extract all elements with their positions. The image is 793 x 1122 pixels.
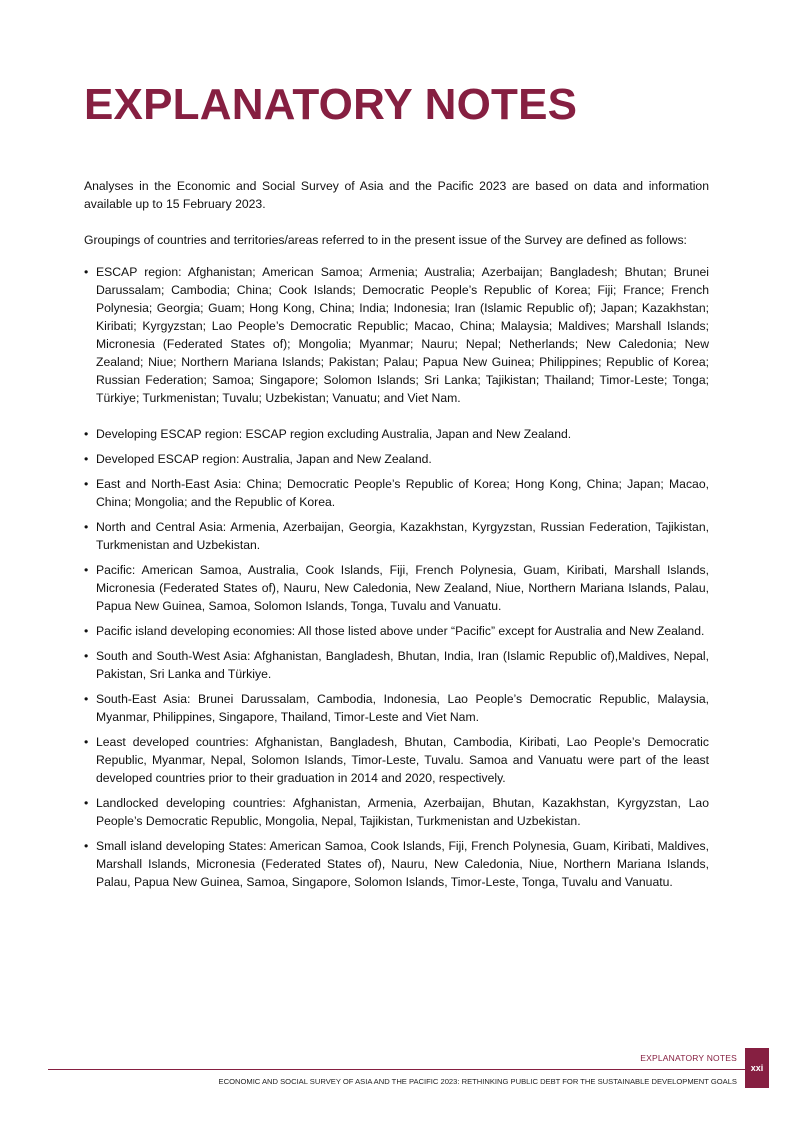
groupings-list	[84, 263, 709, 891]
list-item	[84, 263, 709, 407]
footer-report-title: ECONOMIC AND SOCIAL SURVEY OF ASIA AND THE PACIFIC 2023: RETHINKING PUBLIC DEBT FOR THE SUSTAINABLE DEVELOPMENT GOALS	[218, 1077, 737, 1086]
list-item-text: Developing ESCAP region: ESCAP region excluding Australia, Japan and New Zealand.	[96, 427, 572, 441]
bullet-icon: •	[84, 265, 89, 279]
list-item	[84, 837, 709, 891]
bullet-icon: •	[84, 692, 89, 706]
bullet-icon: •	[84, 796, 89, 810]
bullet-icon: •	[84, 427, 89, 441]
bullet-icon: •	[84, 520, 89, 534]
page-number: xxi	[745, 1048, 769, 1088]
list-item-text: Small island developing States: American Samoa, Cook Islands, Fiji, French Polynesia, Guam, Kiribati, Maldives, Marshall Islands, Micronesia (Federated States of), Nauru, New Caledonia, Niue, Northern Mariana Islands, Palau, Papua New Guinea, Samoa, Singapore, Solomon Islands, Timor-Leste, Tonga, Tuvalu and Vanuatu.	[96, 839, 709, 889]
bullet-icon: •	[84, 839, 89, 853]
list-item-text: East and North-East Asia: China; Democratic People’s Republic of Korea; Hong Kong, China; Japan; Macao, China; Mongolia; and the Republic of Korea.	[96, 477, 709, 509]
page-title: EXPLANATORY NOTES	[84, 80, 578, 129]
list-item	[84, 475, 709, 511]
footer-divider	[48, 1069, 748, 1070]
list-item-text: Least developed countries: Afghanistan, Bangladesh, Bhutan, Cambodia, Kiribati, Lao People’s Democratic Republic, Myanmar, Nepal, Solomon Islands, Timor-Leste, Tuvalu. Samoa and Vanuatu were part of the least developed countries prior to their graduation in 2014 and 2020, respectively.	[96, 735, 709, 785]
list-item-text: North and Central Asia: Armenia, Azerbaijan, Georgia, Kazakhstan, Kyrgyzstan, Russian Federation, Tajikistan, Turkmenistan and Uzbekistan.	[96, 520, 709, 552]
bullet-icon: •	[84, 563, 89, 577]
bullet-icon: •	[84, 624, 89, 638]
intro-paragraph: Analyses in the Economic and Social Survey of Asia and the Pacific 2023 are based on data and information available up to 15 February 2023.	[84, 179, 709, 211]
bullet-icon: •	[84, 452, 89, 466]
list-item-text: ESCAP region: Afghanistan; American Samoa; Armenia; Australia; Azerbaijan; Bangladesh; Bhutan; Brunei Darussalam; Cambodia; China; Cook Islands; Democratic People’s Republic of Korea; Fiji; France; French Polynesia; Georgia; Guam; Hong Kong, China; India; Indonesia; Iran (Islamic Republic of); Japan; Kazakhstan; Kiribati; Kyrgyzstan; Lao People’s Democratic Republic; Macao, China; Malaysia; Maldives; Marshall Islands; Micronesia (Federated States of); Mongolia; Myanmar; Nauru; Nepal; Netherlands; New Caledonia; New Zealand; Niue; Northern Mariana Islands; Pakistan; Palau; Papua New Guinea; Philippines; Republic of Korea; Russian Federation; Samoa; Singapore; Solomon Islands; Sri Lanka; Tajikistan; Thailand; Timor-Leste; Tonga; Türkiye; Turkmenistan; Tuvalu; Uzbekistan; Vanuatu; and Viet Nam.	[96, 265, 709, 405]
list-item	[84, 622, 709, 640]
list-item-text: South and South-West Asia: Afghanistan, Bangladesh, Bhutan, India, Iran (Islamic Republic of),Maldives, Nepal, Pakistan, Sri Lanka and Türkiye.	[96, 649, 709, 681]
footer-section-label: EXPLANATORY NOTES	[640, 1053, 737, 1063]
notes-body	[84, 177, 709, 898]
list-item-text: South-East Asia: Brunei Darussalam, Cambodia, Indonesia, Lao People’s Democratic Republic, Malaysia, Myanmar, Philippines, Singapore, Thailand, Timor-Leste and Viet Nam.	[96, 692, 709, 724]
list-item	[84, 561, 709, 615]
list-item	[84, 425, 709, 443]
list-item	[84, 733, 709, 787]
bullet-icon: •	[84, 477, 89, 491]
list-item	[84, 450, 709, 468]
list-item	[84, 794, 709, 830]
list-item-text: Landlocked developing countries: Afghanistan, Armenia, Azerbaijan, Bhutan, Kazakhstan, Kyrgyzstan, Lao People’s Democratic Republic, Mongolia, Nepal, Tajikistan, Turkmenistan and Uzbekistan.	[96, 796, 709, 828]
bullet-icon: •	[84, 649, 89, 663]
groupings-intro-paragraph: Groupings of countries and territories/areas referred to in the present issue of the Survey are defined as follows:	[84, 233, 687, 247]
list-item-text: Developed ESCAP region: Australia, Japan and New Zealand.	[96, 452, 432, 466]
list-item	[84, 690, 709, 726]
list-item-text: Pacific: American Samoa, Australia, Cook Islands, Fiji, French Polynesia, Guam, Kiribati, Marshall Islands, Micronesia (Federated States of), Nauru, New Caledonia, New Zealand, Niue, Northern Mariana Islands, Palau, Papua New Guinea, Samoa, Solomon Islands, Tonga, Tuvalu and Vanuatu.	[96, 563, 709, 613]
list-item-text: Pacific island developing economies: All those listed above under “Pacific” except for Australia and New Zealand.	[96, 624, 705, 638]
list-item	[84, 647, 709, 683]
bullet-icon: •	[84, 735, 89, 749]
list-item	[84, 518, 709, 554]
